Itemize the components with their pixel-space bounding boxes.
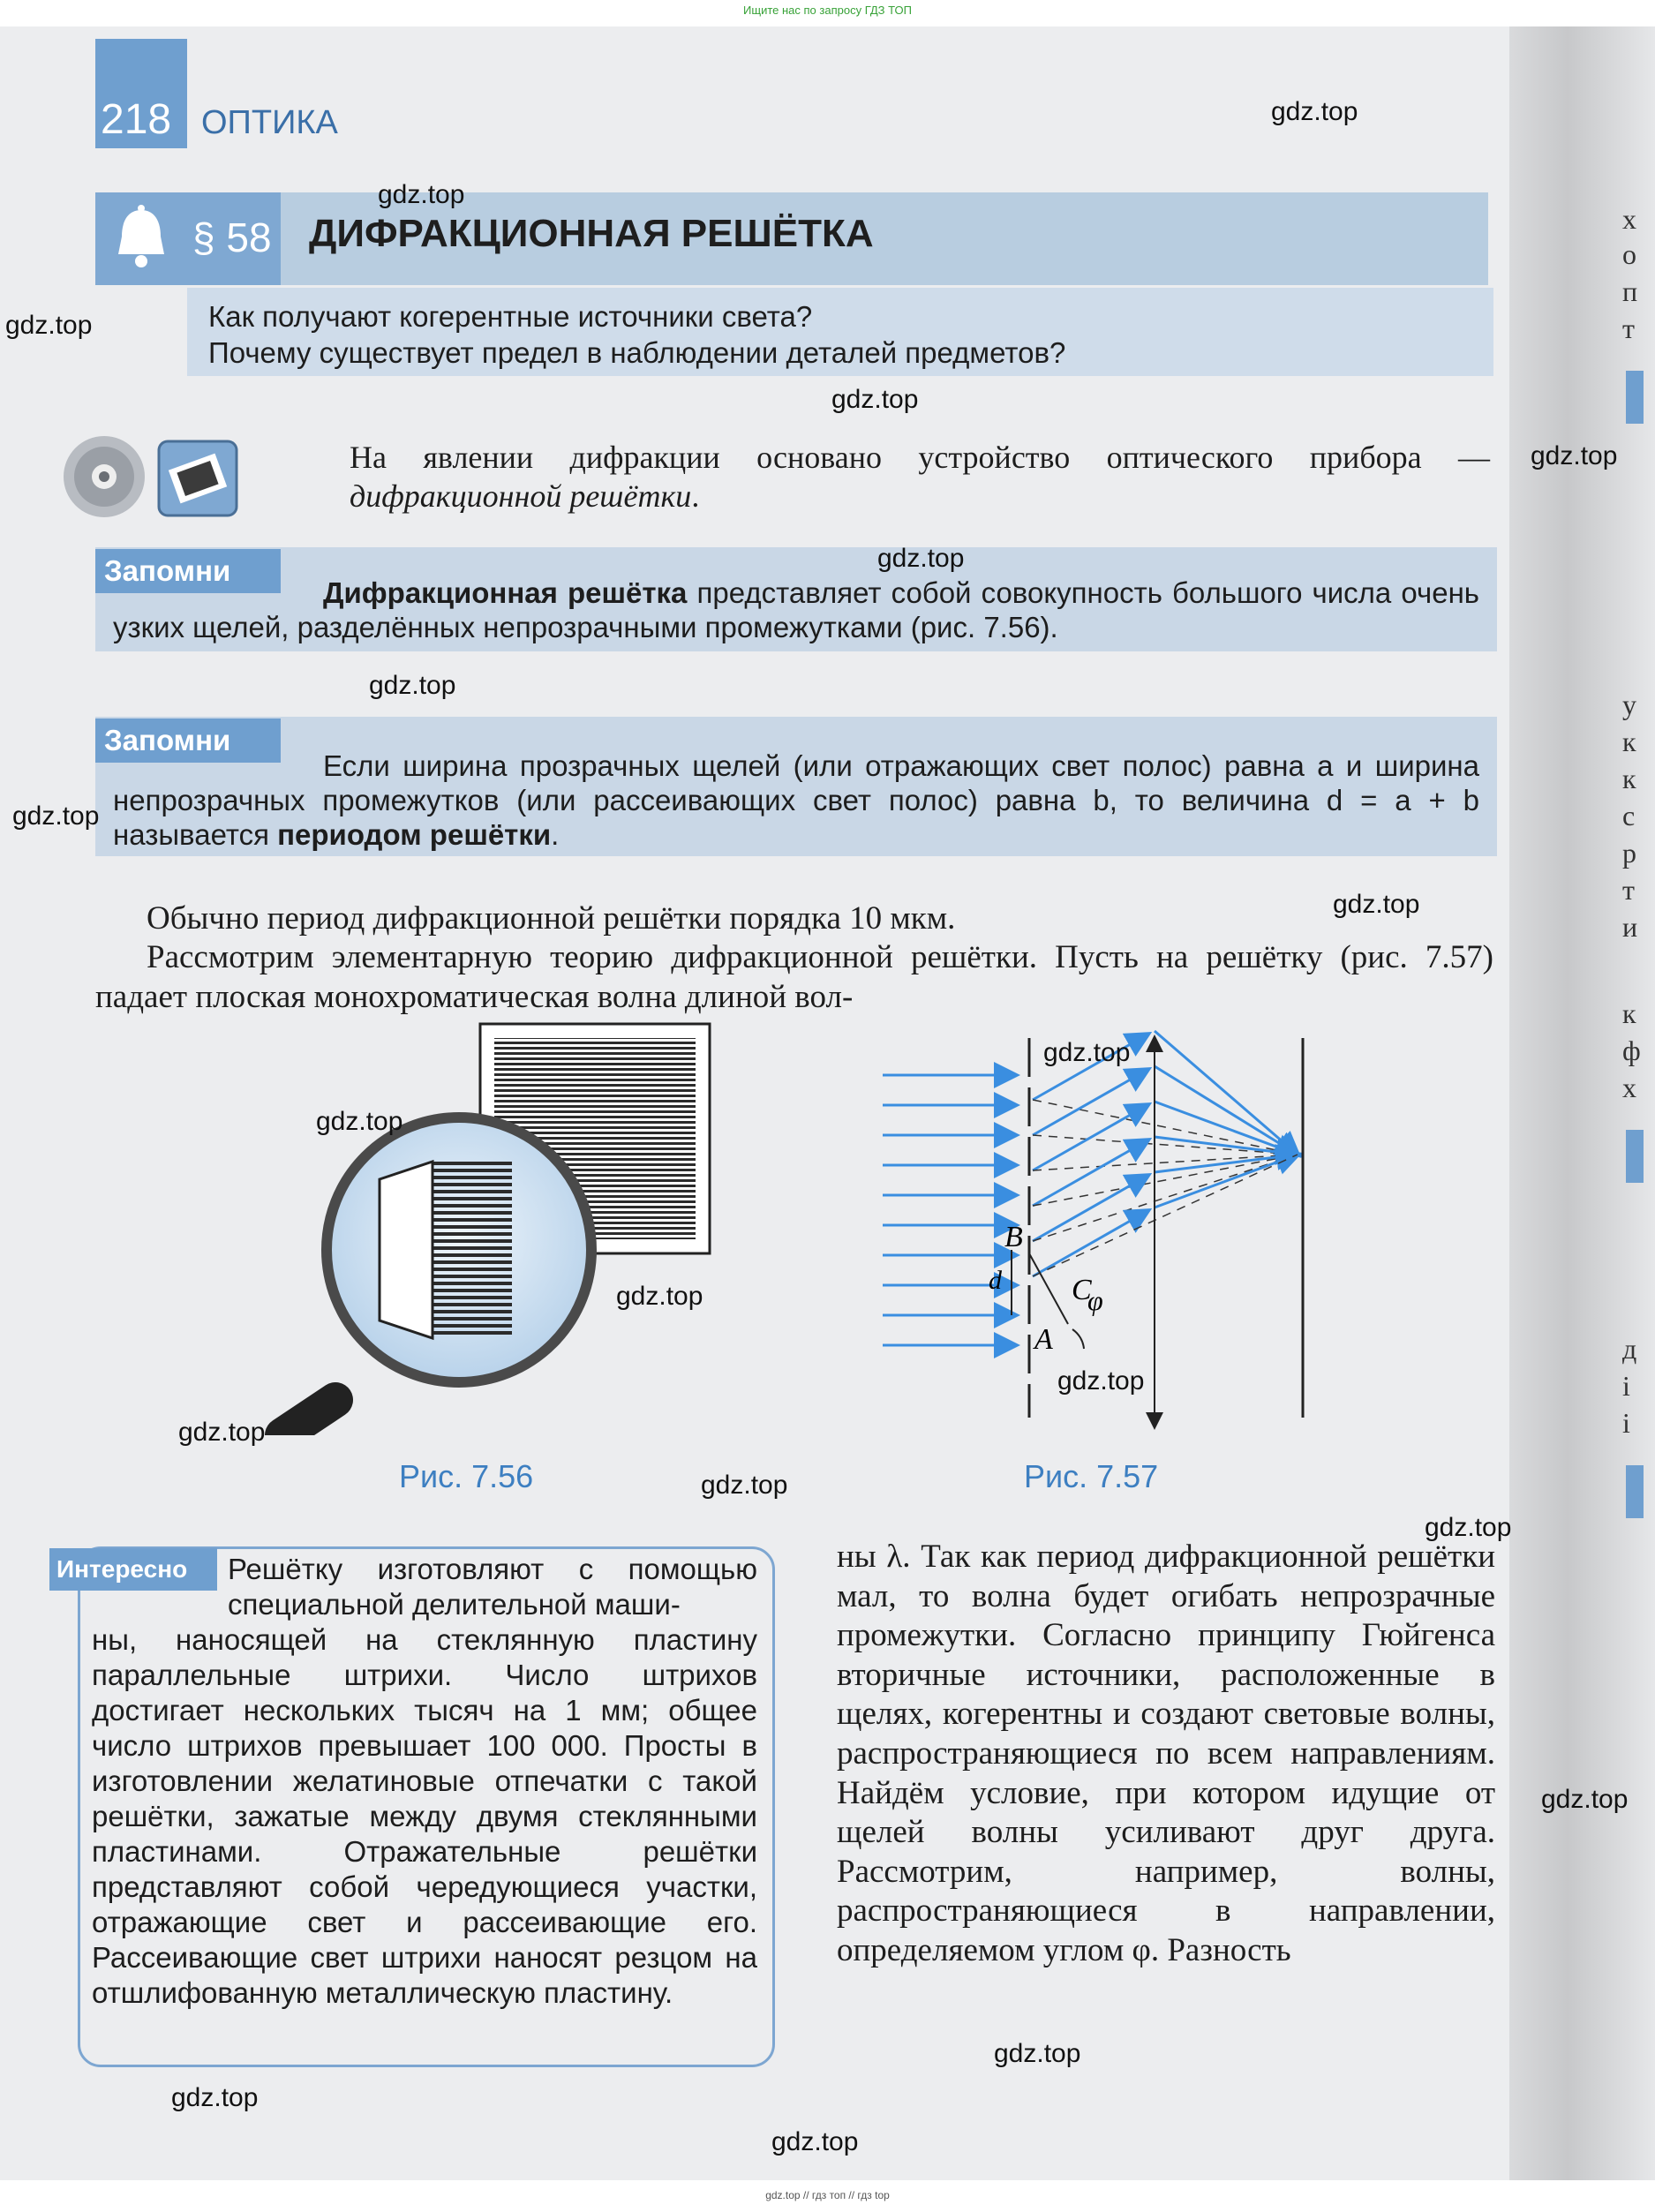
remember-label-2: Запомни: [95, 719, 281, 763]
edge-letter: т: [1622, 312, 1635, 344]
edge-letter: і: [1622, 1370, 1630, 1402]
remember-end-2: .: [551, 818, 560, 851]
question: Как получают когерентные источники света?: [208, 300, 813, 333]
label-a: A: [1034, 1323, 1053, 1356]
edge-letter: и: [1622, 911, 1638, 943]
dashed-ray: [1033, 1155, 1298, 1276]
edge-letter: к: [1622, 997, 1636, 1029]
paragraph-title: ДИФРАКЦИОННАЯ РЕШЁТКА: [309, 212, 874, 255]
watermark[interactable]: gdz.top: [701, 1471, 788, 1500]
edge-letter: т: [1622, 874, 1635, 906]
watermark[interactable]: gdz.top: [831, 385, 919, 414]
watermark[interactable]: gdz.top: [316, 1107, 403, 1136]
watermark[interactable]: gdz.top: [171, 2083, 259, 2112]
intro-text: [350, 438, 1490, 515]
angle-arc: [1072, 1329, 1084, 1349]
edge-letter: п: [1622, 275, 1638, 307]
question: Почему существует предел в наблюдении деталей предметов?: [208, 336, 1066, 369]
edge-letter: к: [1622, 726, 1636, 757]
label-d: d: [989, 1266, 1002, 1295]
edge-letter: с: [1622, 800, 1636, 831]
diffracted-ray: [1033, 1070, 1147, 1135]
figure-7-57-caption: Рис. 7.57: [1024, 1458, 1159, 1494]
label-c: C: [1072, 1274, 1092, 1306]
bottom-banner[interactable]: gdz.top // гдз топ // гдз top: [765, 2189, 890, 2201]
page-number: 218: [101, 96, 172, 143]
diffracted-ray: [1033, 1105, 1147, 1170]
edge-letter: х: [1622, 1072, 1636, 1103]
remember-term-2: периодом решётки: [277, 818, 552, 851]
edge-tab: [1626, 1130, 1644, 1183]
intro-end: .: [691, 478, 700, 514]
diffracted-ray: [1033, 1176, 1147, 1241]
label-phi: φ: [1087, 1284, 1103, 1316]
diffracted-ray: [1033, 1211, 1147, 1276]
remember-body-1: представляет собой совокупность большого числа очень узких щелей, разделённых непрозрачными промежутками (рис. 7.56).: [113, 576, 1479, 643]
watermark[interactable]: gdz.top: [1057, 1366, 1145, 1396]
intro-sentence: На явлении дифракции основано устройство оптического прибора —: [350, 440, 1490, 475]
body-paragraph-1: Обычно период дифракционной решётки порядка 10 мкм.: [147, 900, 956, 937]
path-difference-segment: [1029, 1253, 1068, 1324]
edge-letter: і: [1622, 1407, 1630, 1439]
intro-questions: [187, 288, 1493, 376]
watermark[interactable]: gdz.top: [1271, 97, 1358, 126]
watermark[interactable]: gdz.top: [378, 180, 465, 209]
watermark[interactable]: gdz.top: [877, 544, 965, 573]
right-column-text: ны λ. Так как период дифракционной решётки мал, то волна будет огибать непрозрачные промежутки. Согласно принципу Гюйгенса вторичные источники, расположенные в щелях, когерентны и создают световые волны, распространяющиеся по всем направлениям. Найдём условие, при котором идущие от щелей волны усиливают друг друга. Рассмотрим, например, волны, распространяющиеся в направлении, определяемом углом φ. Разность: [837, 1539, 1495, 1968]
figure-7-56-caption: Рис. 7.56: [399, 1458, 534, 1494]
intro-term: дифракционной решётки: [350, 478, 692, 514]
remember-label-1: Запомни: [95, 549, 281, 593]
edge-letter: к: [1622, 763, 1636, 794]
body-paragraph-2: Рассмотрим элементарную теорию дифракционной решётки. Пусть на решётку (рис. 7.57) падает плоская монохроматическая волна длиной вол-: [95, 939, 1493, 1015]
focused-ray: [1155, 1031, 1298, 1155]
label-b: B: [1004, 1221, 1023, 1253]
watermark[interactable]: gdz.top: [1425, 1513, 1512, 1542]
interesting-label: Интересно: [49, 1548, 217, 1591]
edge-letter: д: [1622, 1333, 1637, 1365]
edge-letter: у: [1622, 688, 1636, 720]
watermark[interactable]: gdz.top: [5, 311, 93, 340]
edge-letter: р: [1622, 837, 1636, 869]
watermark[interactable]: gdz.top: [1333, 890, 1420, 919]
edge-letter: ф: [1622, 1035, 1641, 1066]
diffracted-ray: [1033, 1140, 1147, 1206]
watermark[interactable]: gdz.top: [12, 801, 100, 831]
remember-text-2: [113, 749, 1479, 852]
watermark[interactable]: gdz.top: [1541, 1785, 1629, 1814]
magnifier-icon: [282, 1117, 591, 1435]
edge-letter: х: [1622, 203, 1636, 235]
interesting-first-line: Решётку изготовляют с помощью специальной делительной маши-: [228, 1553, 757, 1621]
cd-icon: [62, 434, 147, 519]
top-banner[interactable]: Ищите нас по запросу ГДЗ ТОП: [743, 4, 912, 17]
watermark[interactable]: gdz.top: [616, 1282, 703, 1311]
film-icon: [157, 440, 238, 517]
edge-letter: о: [1622, 238, 1636, 270]
edge-tab: [1626, 1465, 1644, 1518]
watermark[interactable]: gdz.top: [771, 2127, 859, 2156]
paragraph-number: § 58: [192, 214, 272, 260]
watermark[interactable]: gdz.top: [994, 2039, 1081, 2068]
remember-text-1: [113, 576, 1479, 644]
watermark[interactable]: gdz.top: [1043, 1038, 1131, 1067]
remember-body-2: Если ширина прозрачных щелей (или отражающих свет полос) равна a и ширина непрозрачных промежутков (или рассеивающих свет полос) равна b, то величина d = a + b называется: [113, 749, 1479, 851]
edge-tab: [1626, 371, 1644, 424]
watermark[interactable]: gdz.top: [1531, 441, 1618, 470]
incident-light-arrows: [883, 1075, 1015, 1345]
bell-icon: [104, 201, 178, 275]
figure-7-56: [247, 1020, 741, 1435]
watermark[interactable]: gdz.top: [178, 1418, 266, 1447]
remember-term-1: Дифракционная решётка: [323, 576, 688, 609]
watermark[interactable]: gdz.top: [369, 671, 456, 700]
interesting-text: ны, наносящей на стеклянную пластину параллельные штрихи. Число штрихов достигает нескольких тысяч на 1 мм; общее число штрихов превышает 100 000. Просты в изготовлении желатиновые отпечатки с такой решётки, зажатые между двумя стеклянными пластинами. Отражательные решётки представляют собой чередующиеся участки, отражающие свет и рассеивающие его. Рассеивающие свет штрихи наносят резцом на отшлифованную металлическую пластину.: [92, 1623, 757, 2009]
section-name: ОПТИКА: [201, 104, 338, 141]
